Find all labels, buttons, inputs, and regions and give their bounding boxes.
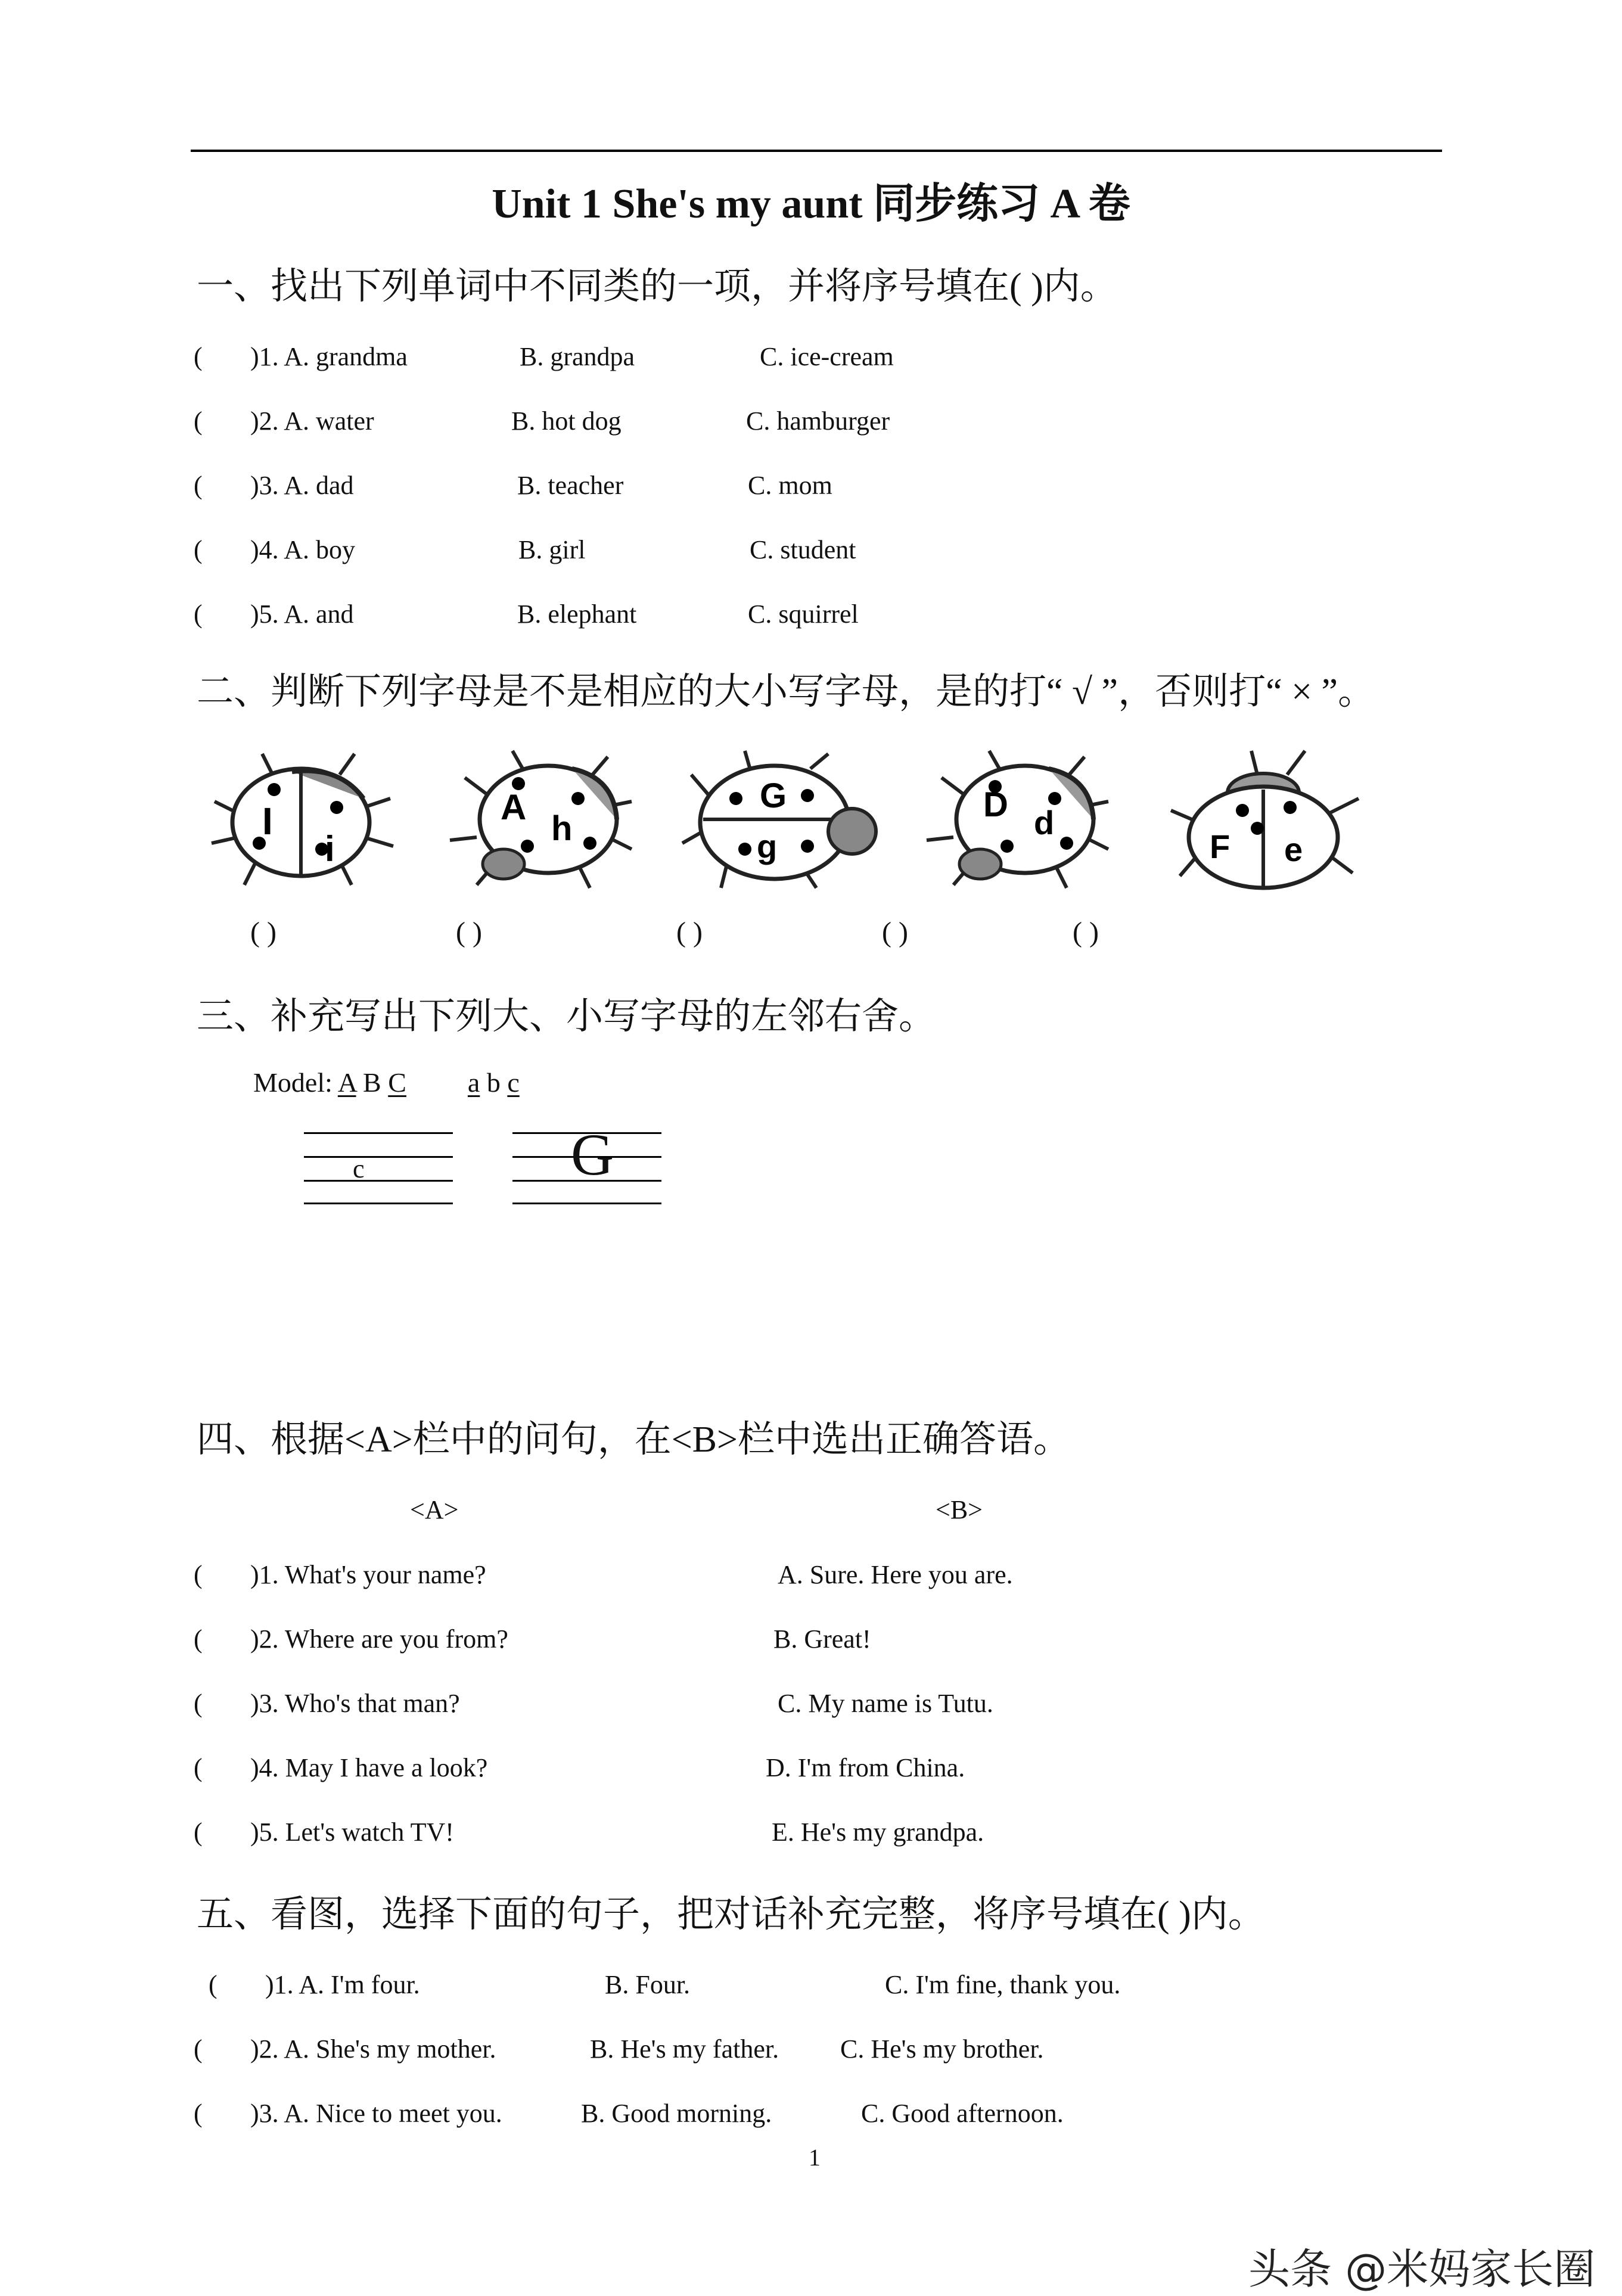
list-item: ( )1. A. grandma (194, 342, 408, 371)
bug-upper-letter: D (983, 785, 1008, 824)
section5-heading: 五、看图，选择下面的句子，把对话补充完整，将序号填在( )内。 (197, 1894, 1265, 1935)
watermark: 头条 @米妈家长圈 (1248, 2245, 1596, 2294)
ladybug-icon (679, 742, 882, 891)
section1-heading: 一、找出下列单词中不同类的一项，并将序号填在( )内。 (197, 266, 1117, 307)
top-rule (191, 150, 1442, 152)
answer-blank[interactable]: ( ) (456, 916, 482, 948)
answer-option: B. Great! (773, 1624, 871, 1654)
answer-option: D. I'm from China. (766, 1753, 965, 1782)
option-c: C. student (750, 535, 856, 564)
option-b: B. Good morning. (581, 2099, 772, 2128)
bug-lower-letter: g (757, 828, 778, 865)
list-item: ( )1. A. I'm four. (209, 1970, 420, 1999)
given-letter-lower: c (353, 1154, 365, 1183)
list-item: ( )3. A. dad (194, 471, 354, 500)
option-b: B. elephant (517, 599, 637, 629)
answer-blank[interactable]: ( ) (1073, 916, 1099, 948)
answer-option: A. Sure. Here you are. (778, 1560, 1013, 1589)
ladybug-icon (918, 742, 1120, 891)
option-c: C. I'm fine, thank you. (885, 1970, 1121, 1999)
bug-upper-letter: G (760, 776, 787, 815)
option-b: B. grandpa (520, 342, 635, 371)
answer-blank[interactable]: ( ) (250, 916, 276, 948)
page-number: 1 (809, 2144, 821, 2171)
list-item: ( )2. A. She's my mother. (194, 2034, 496, 2064)
ladybug-icon (441, 742, 644, 891)
list-item: ( )5. A. and (194, 599, 354, 629)
list-item: ( )3. Who's that man? (194, 1689, 460, 1718)
option-c: C. He's my brother. (840, 2034, 1044, 2064)
option-b: B. teacher (517, 471, 624, 500)
option-b: B. girl (518, 535, 586, 564)
option-b: B. hot dog (511, 406, 622, 436)
option-b: B. He's my father. (590, 2034, 779, 2064)
bug-lower-letter: d (1034, 804, 1055, 841)
ladybug-icon (203, 742, 405, 891)
list-item: ( )2. A. water (194, 406, 374, 436)
model-example: Model: A B C a b c (253, 1067, 520, 1098)
option-c: C. mom (748, 471, 832, 500)
answer-blank[interactable]: ( ) (676, 916, 703, 948)
option-c: C. squirrel (748, 599, 859, 629)
bug-upper-letter: A (501, 787, 527, 827)
section3-heading: 三、补充写出下列大、小写字母的左邻右舍。 (197, 996, 936, 1037)
answer-option: E. He's my grandpa. (772, 1817, 984, 1847)
answer-blank[interactable]: ( ) (882, 916, 908, 948)
option-c: C. hamburger (746, 406, 890, 436)
bug-lower-letter: i (325, 829, 335, 869)
page-title: Unit 1 She's my aunt 同步练习 A 卷 (492, 181, 1130, 227)
bug-lower-letter: h (551, 809, 573, 848)
bug-lower-letter: e (1284, 831, 1303, 868)
writing-lines[interactable] (304, 1132, 453, 1204)
column-b-header: <B> (936, 1495, 983, 1524)
answer-option: C. My name is Tutu. (778, 1689, 993, 1718)
column-a-header: <A> (410, 1495, 459, 1524)
list-item: ( )2. Where are you from? (194, 1624, 508, 1654)
option-b: B. Four. (605, 1970, 691, 1999)
option-c: C. ice-cream (760, 342, 894, 371)
list-item: ( )3. A. Nice to meet you. (194, 2099, 502, 2128)
section4-heading: 四、根据<A>栏中的问句，在<B>栏中选出正确答语。 (197, 1419, 1070, 1460)
list-item: ( )4. May I have a look? (194, 1753, 488, 1782)
list-item: ( )5. Let's watch TV! (194, 1817, 454, 1847)
bug-upper-letter: F (1210, 828, 1231, 865)
list-item: ( )1. What's your name? (194, 1560, 486, 1589)
list-item: ( )4. A. boy (194, 535, 355, 564)
option-c: C. Good afternoon. (861, 2099, 1064, 2128)
ladybug-icon (1168, 742, 1371, 891)
given-letter-upper: G (571, 1121, 614, 1188)
section2-heading: 二、判断下列字母是不是相应的大小写字母，是的打“ √ ”，否则打“ × ”。 (197, 672, 1375, 712)
bug-upper-letter: I (262, 800, 273, 843)
